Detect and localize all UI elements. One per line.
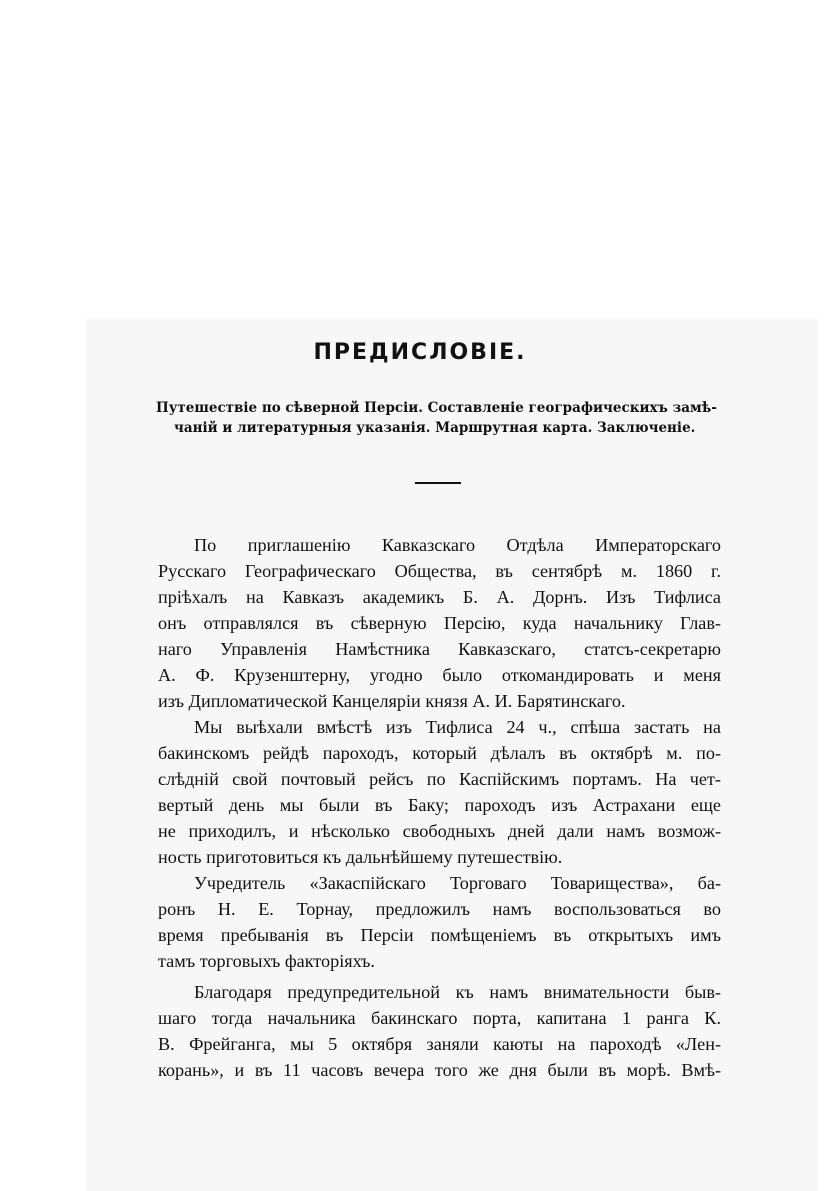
text-line: ронъ Н. Е. Торнау, предложилъ намъ воспользоваться во	[158, 899, 721, 919]
paragraph	[158, 714, 721, 870]
chapter-summary	[156, 398, 716, 438]
text-line: пріѣхалъ на Кавказъ академикъ Б. А. Дорнъ. Изъ Тифлиса	[158, 587, 721, 607]
body-text	[158, 532, 721, 1083]
page-title: ПРЕДИСЛОВІЕ.	[313, 340, 527, 365]
text-line: В. Фрейганга, мы 5 октября заняли каюты на пароходѣ «Лен-	[158, 1034, 721, 1054]
section-divider	[415, 482, 461, 484]
text-line: Учредитель «Закаспійскаго Торговаго Товарищества», ба-	[194, 873, 721, 893]
paragraph	[158, 870, 721, 974]
paragraph	[158, 532, 721, 714]
text-line: бакинскомъ рейдѣ пароходъ, который дѣлалъ въ октябрѣ м. по-	[158, 743, 721, 763]
paragraph	[158, 979, 721, 1083]
text-line: А. Ф. Крузенштерну, угодно было откомандировать и меня	[158, 665, 721, 685]
text-line: Мы выѣхали вмѣстѣ изъ Тифлиса 24 ч., спѣша застать на	[194, 717, 721, 737]
summary-line: чаній и литературныя указанія. Маршрутная карта. Заключеніе.	[174, 420, 696, 436]
text-line: наго Управленія Намѣстника Кавказскаго, статсъ-секретарю	[158, 639, 721, 659]
text-line: не приходилъ, и нѣсколько свободныхъ дней дали намъ возмож-	[158, 821, 721, 841]
text-line: тамъ торговыхъ факторіяхъ.	[158, 951, 375, 971]
text-line: ность приготовиться къ дальнѣйшему путешествію.	[158, 847, 563, 867]
text-line: онъ отправлялся въ сѣверную Персію, куда начальнику Глав-	[158, 613, 721, 633]
text-line: шаго тогда начальника бакинскаго порта, капитана 1 ранга К.	[158, 1008, 721, 1028]
summary-line: Путешествіе по сѣверной Персіи. Составленіе географическихъ замѣ-	[156, 400, 717, 416]
text-line: корань», и въ 11 часовъ вечера того же дня были въ морѣ. Вмѣ-	[158, 1060, 721, 1080]
text-line: вертый день мы были въ Баку; пароходъ изъ Астрахани еще	[158, 795, 721, 815]
text-line: время пребыванія въ Персіи помѣщеніемъ въ открытыхъ имъ	[158, 925, 721, 945]
text-line: По приглашенію Кавказскаго Отдѣла Императорскаго	[194, 535, 721, 555]
text-line: изъ Дипломатической Канцеляріи князя А. И. Барятинскаго.	[158, 691, 626, 711]
text-line: Русскаго Географическаго Общества, въ сентябрѣ м. 1860 г.	[158, 561, 721, 581]
text-line: слѣдній свой почтовый рейсъ по Каспійскимъ портамъ. На чет-	[158, 769, 721, 789]
text-line: Благодаря предупредительной къ намъ внимательности быв-	[194, 982, 721, 1002]
